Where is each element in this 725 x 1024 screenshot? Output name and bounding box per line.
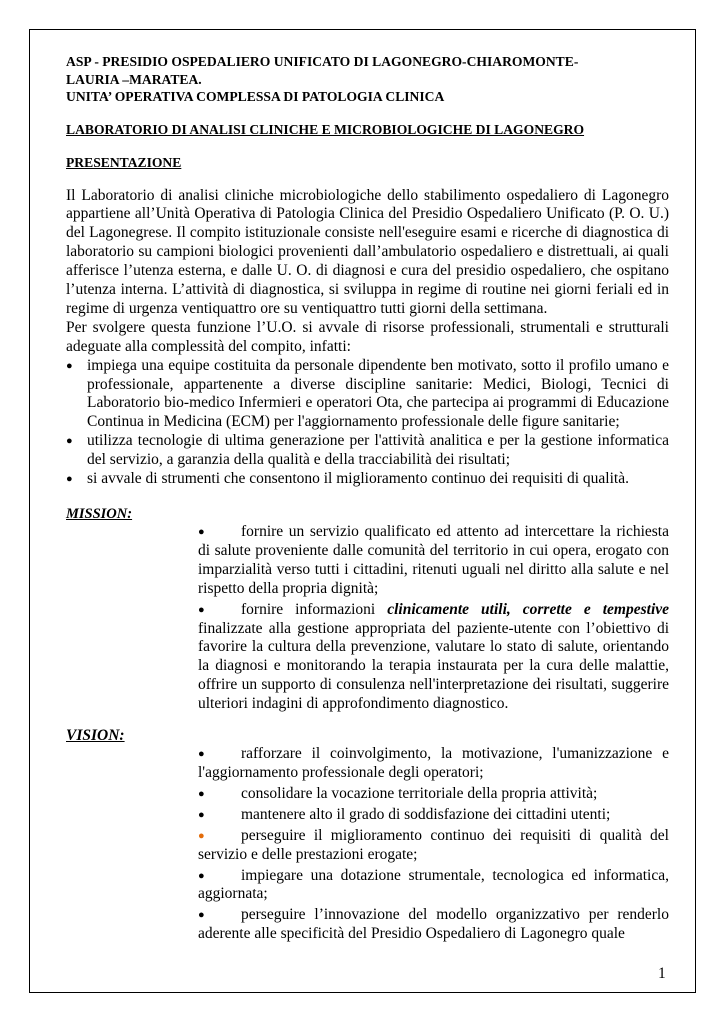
bullet-icon: ● <box>66 473 73 486</box>
bullet-icon: ● <box>198 909 205 922</box>
list-item-text: impiega una equipe costituita da personale dipendente ben motivato, sotto il profilo umano e professionale, appartenente a diverse discipline sanitarie: Medici, Biologi, Tecnici di Laboratorio bio-medico Infermieri e operatori Ota, che partecipa ai programmi di Educazione Continua in Medicina (ECM) per l'aggiornamento professionale delle figure sanitarie; <box>87 356 669 431</box>
bullet-icon: ● <box>198 808 205 821</box>
presentazione-list <box>66 357 669 489</box>
list-item <box>198 806 669 825</box>
bullet-icon: ● <box>66 435 73 448</box>
list-item-text: si avvale di strumenti che consentono il miglioramento continuo dei requisiti di qualità. <box>87 470 629 488</box>
list-item <box>198 523 669 599</box>
presentazione-para-1: Il Laboratorio di analisi cliniche microbiologiche dello stabilimento ospedaliero di Lagonegro appartiene all’Unità Operativa di Patologia Clinica del Presidio Ospedaliero Unificato (P. O. U.) del Lagonegrese. Il compito istituzionale consiste nell'eseguire esami e ricerche di diagnostica di laboratorio su campioni biologici provenienti dall’ambulatorio ospedaliero e distrettuali, ai quali afferisce l’utenza esterna, e dalle U. O. di diagnosi e cura del presidio ospedaliero, che ospitano l’utenza interna. L’attività di diagnostica, si sviluppa in regime di routine nei giorni feriali ed in regime di urgenza ventiquattro ore su ventiquattro tutti giorni della settimana. <box>66 186 669 317</box>
list-item-text: perseguire l’innovazione del modello organizzativo per renderlo aderente alle specificità del Presidio Ospedaliero di Lagonegro quale <box>198 906 669 943</box>
list-item <box>198 745 669 783</box>
list-item-text: mantenere alto il grado di soddisfazione dei cittadini utenti; <box>241 805 611 823</box>
list-item <box>66 470 669 489</box>
page-number: 1 <box>658 965 666 982</box>
list-item <box>198 906 669 944</box>
bullet-icon: ● <box>198 787 205 800</box>
list-item <box>66 432 669 470</box>
bullet-icon: ● <box>198 603 205 616</box>
list-item <box>198 827 669 865</box>
list-item-text: perseguire il miglioramento continuo dei requisiti di qualità del servizio e delle prestazioni erogate; <box>198 826 669 863</box>
lab-title: LABORATORIO DI ANALISI CLINICHE E MICROBIOLOGICHE DI LAGONEGRO <box>66 121 585 137</box>
list-item-text: utilizza tecnologie di ultima generazione per l'attività analitica e per la gestione informatica del servizio, a garanzia della qualità e della tracciabilità dei risultati; <box>87 432 669 469</box>
bullet-icon: ● <box>66 359 73 372</box>
list-item-text: fornire informazioni <box>241 600 388 618</box>
header-line-2: LAURIA –MARATEA. <box>66 71 202 87</box>
list-item-text: impiegare una dotazione strumentale, tecnologica ed informatica, aggiornata; <box>198 866 669 903</box>
list-item <box>198 785 669 804</box>
list-item <box>66 357 669 433</box>
list-item-text: rafforzare il coinvolgimento, la motivazione, l'umanizzazione e l'aggiornamento professionale degli operatori; <box>198 745 669 781</box>
document-body <box>66 53 669 946</box>
bullet-icon: ● <box>198 869 205 882</box>
list-item <box>198 867 669 905</box>
vision-list <box>66 745 669 944</box>
list-item-text: consolidare la vocazione territoriale della propria attività; <box>241 784 598 802</box>
header-line-3: UNITA’ OPERATIVA COMPLESSA DI PATOLOGIA CLINICA <box>66 89 445 104</box>
vision-title: VISION: <box>66 727 125 745</box>
presentazione-title: PRESENTAZIONE <box>66 154 182 170</box>
mission-list <box>66 523 669 714</box>
list-item-text: fornire un servizio qualificato ed attento ad intercettare la richiesta di salute proveniente dalle comunità del territorio in cui opera, erogato con imparzialità verso tutti i cittadini, ritenuti uguali nel diritto alla salute e nel rispetto della propria dignità; <box>198 523 669 597</box>
header-line-1: ASP - PRESIDIO OSPEDALIERO UNIFICATO DI LAGONEGRO-CHIAROMONTE- <box>66 54 579 69</box>
mission-title: MISSION: <box>66 506 133 522</box>
emphasis-text: clinicamente utili, corrette e tempestive <box>387 600 670 618</box>
bullet-icon: ● <box>198 748 205 761</box>
list-item-text: finalizzate alla gestione appropriata del paziente-utente con l’obiettivo di favorire la cultura della prevenzione, valutare lo stato di salute, orientando la diagnosi e monitorando la terapia instaurata per la cura delle malattie, offrire un supporto di consulenza nell'interpretazione dei risultati, suggerire ulteriori indagini di approfondimento diagnostico. <box>198 619 669 713</box>
list-item <box>198 601 669 714</box>
bullet-icon: ● <box>198 829 205 842</box>
bullet-icon: ● <box>198 526 205 538</box>
presentazione-para-2: Per svolgere questa funzione l’U.O. si avvale di risorse professionali, strumentali e strutturali adeguate alla complessità del compito, infatti: <box>66 318 669 355</box>
